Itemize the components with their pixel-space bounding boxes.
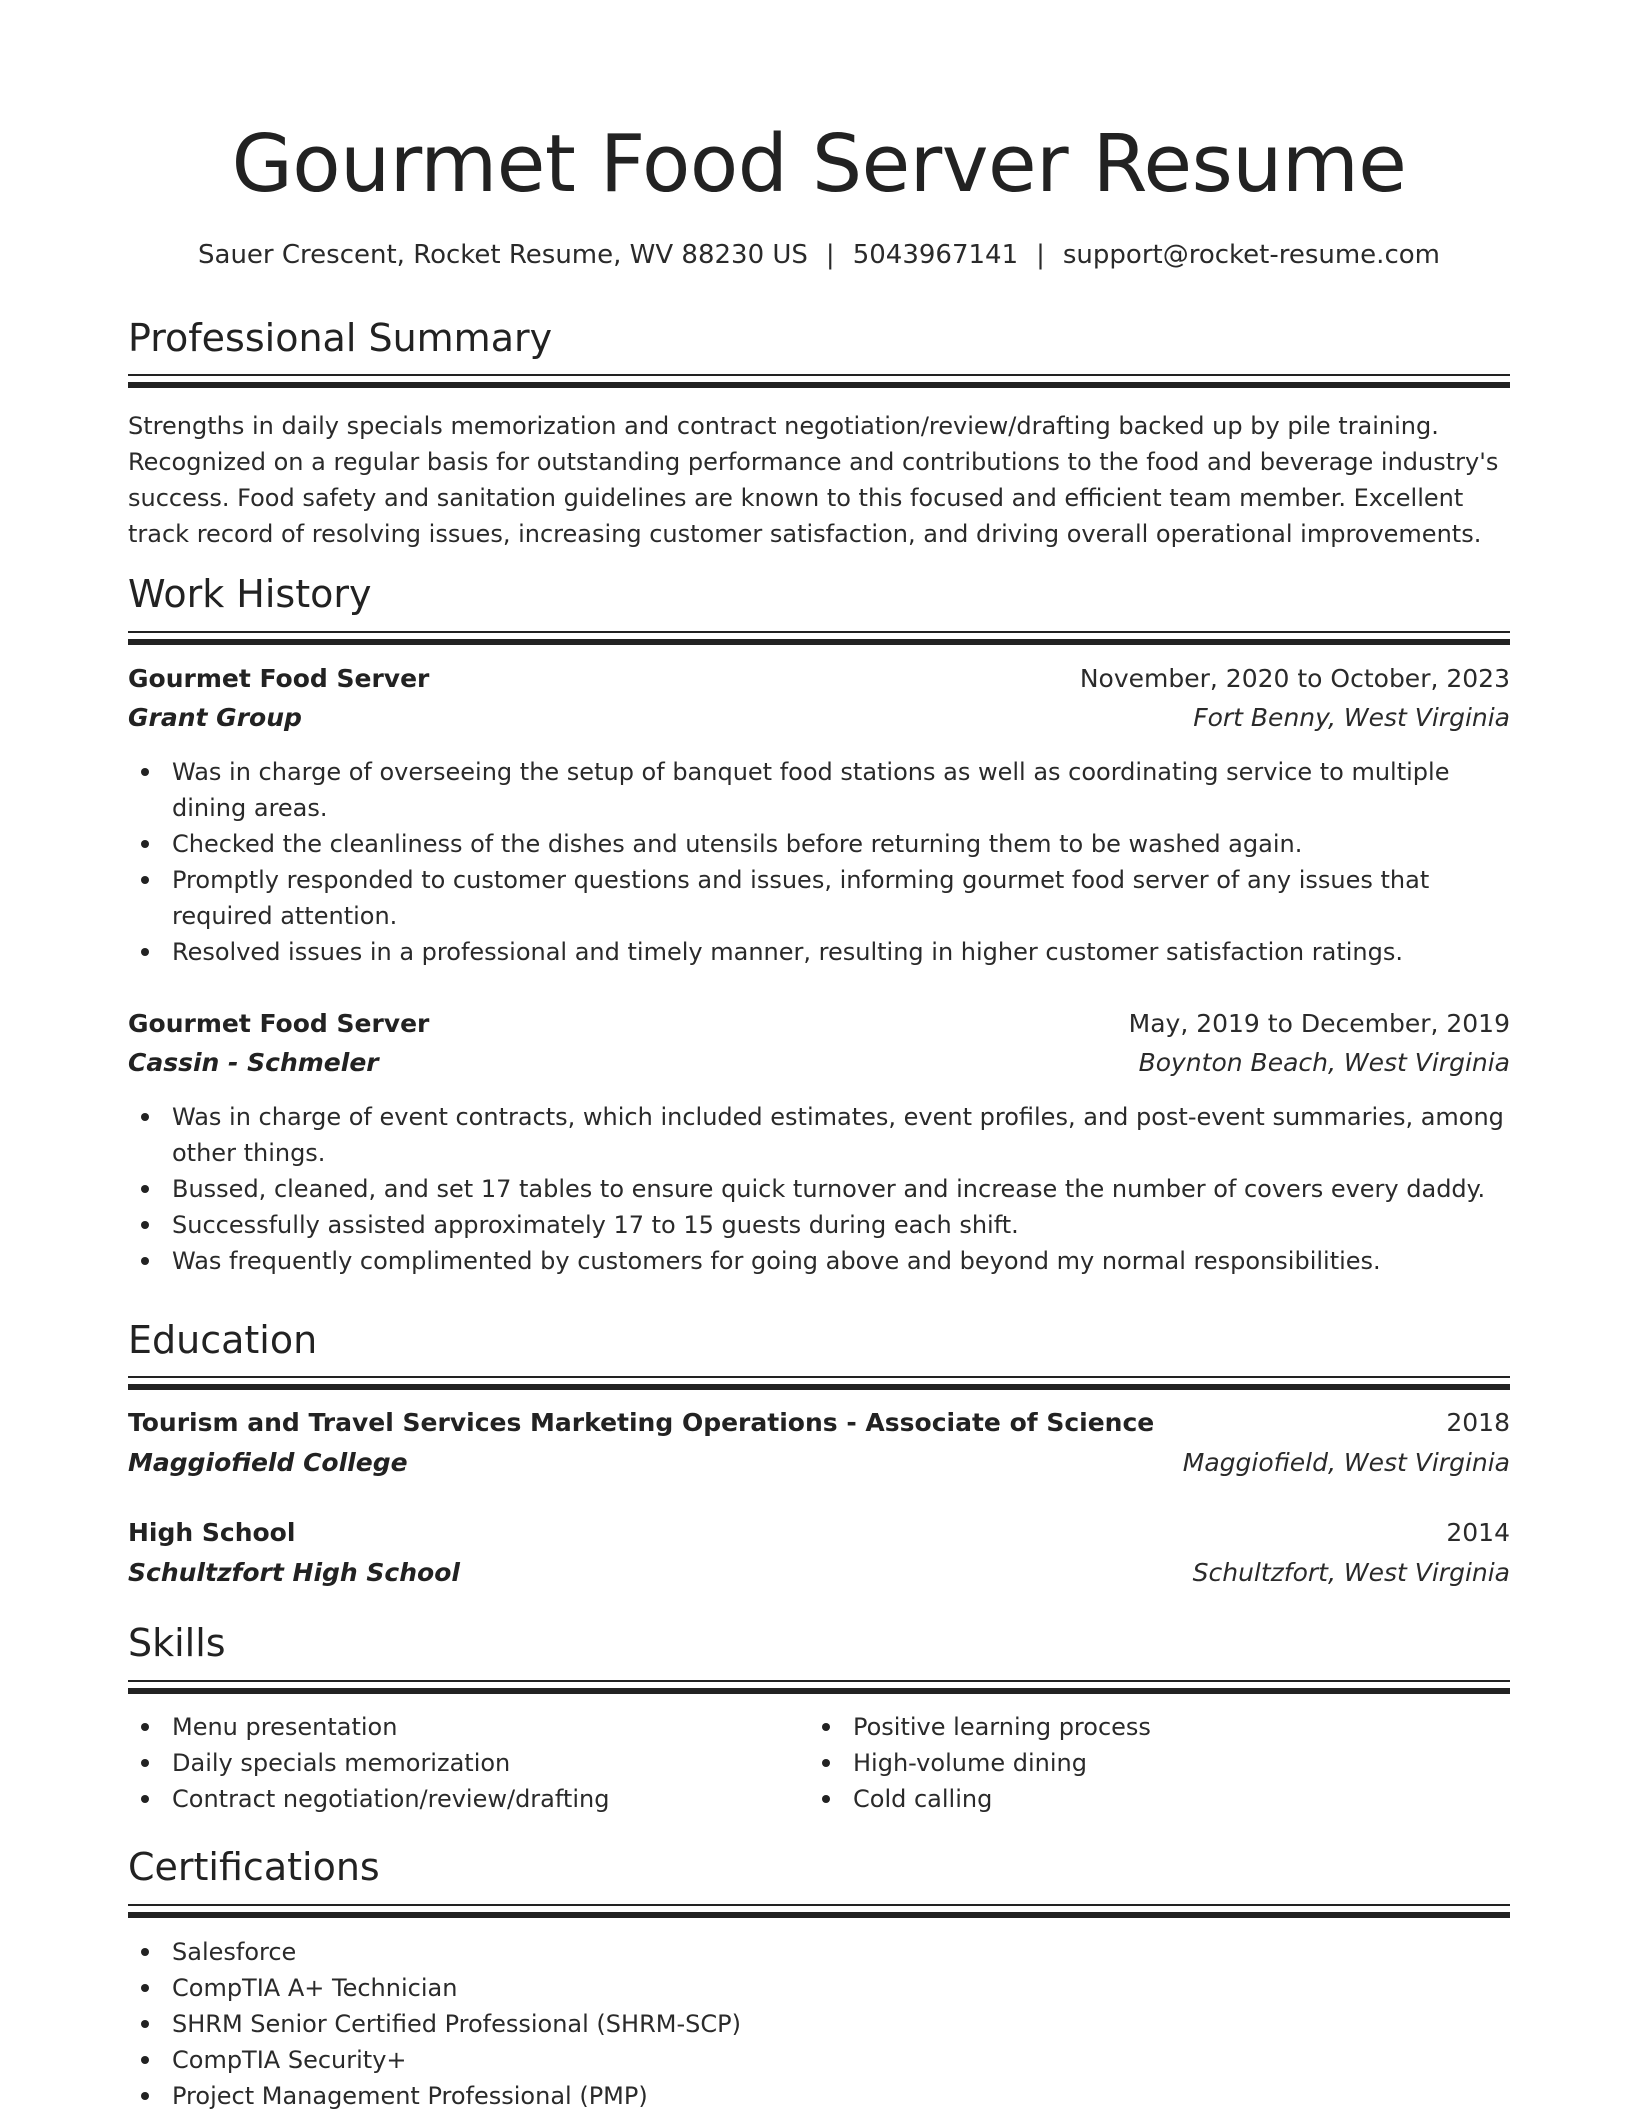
skills-list-right <box>809 1709 1493 1817</box>
list-item: High-volume dining <box>853 1745 1493 1781</box>
list-item: Salesforce <box>172 1934 1510 1970</box>
section-divider <box>128 374 1510 388</box>
list-item: Positive learning process <box>853 1709 1493 1745</box>
list-item: Successfully assisted approximately 17 to 15 guests during each shift. <box>172 1207 1510 1243</box>
list-item: Cold calling <box>853 1781 1493 1817</box>
education-year: 2018 <box>1446 1408 1510 1437</box>
list-item: Promptly responded to customer questions and issues, informing gourmet food server of any issues that required attention. <box>172 862 1510 934</box>
job-dates: May, 2019 to December, 2019 <box>1128 1009 1510 1038</box>
list-item: Project Management Professional (PMP) <box>172 2078 1510 2114</box>
list-item: Was in charge of event contracts, which included estimates, event profiles, and post-event summaries, among other things. <box>172 1099 1510 1171</box>
job-title: Gourmet Food Server <box>128 1009 430 1038</box>
job-dates: November, 2020 to October, 2023 <box>1079 664 1510 693</box>
job-title: Gourmet Food Server <box>128 664 430 693</box>
job-bullets <box>128 754 1510 970</box>
job-location: Boynton Beach, West Virginia <box>1138 1048 1510 1077</box>
section-divider <box>128 1376 1510 1390</box>
list-item: Menu presentation <box>172 1709 812 1745</box>
education-subheader <box>128 1448 1510 1484</box>
job-bullets <box>128 1099 1510 1279</box>
education-year: 2014 <box>1446 1518 1510 1547</box>
education-school: Maggiofield College <box>128 1448 408 1477</box>
section-heading-education: Education <box>128 1318 318 1362</box>
section-divider <box>128 1904 1510 1918</box>
summary-text: Strengths in daily specials memorization and contract negotiation/review/drafting backed up by pile training. Recognized on a regular basis for outstanding performance and contributions to the food and beverage industry's success. Food safety and sanitation guidelines are known to this focused and efficient team member. Excellent track record of resolving issues, increasing customer satisfaction, and driving overall operational improvements. <box>128 412 1499 548</box>
job-header <box>128 664 1510 700</box>
contact-separator: | <box>1036 240 1045 270</box>
list-item: CompTIA Security+ <box>172 2042 1510 2078</box>
list-item: Checked the cleanliness of the dishes and utensils before returning them to be washed again. <box>172 826 1510 862</box>
education-location: Schultzfort, West Virginia <box>1192 1558 1510 1587</box>
contact-email[interactable]: support@rocket-resume.com <box>1062 240 1440 270</box>
list-item: Daily specials memorization <box>172 1745 812 1781</box>
contact-address: Sauer Crescent, Rocket Resume, WV 88230 US <box>198 240 808 270</box>
education-degree: Tourism and Travel Services Marketing Operations - Associate of Science <box>128 1408 1155 1437</box>
list-item: Was in charge of overseeing the setup of banquet food stations as well as coordinating service to multiple dining areas. <box>172 754 1510 826</box>
section-divider <box>128 631 1510 645</box>
list-item: CompTIA A+ Technician <box>172 1970 1510 2006</box>
job-subheader <box>128 703 1510 739</box>
section-heading-skills: Skills <box>128 1621 226 1665</box>
section-heading-work: Work History <box>128 572 372 616</box>
education-degree: High School <box>128 1518 296 1547</box>
job-location: Fort Benny, West Virginia <box>1193 703 1510 732</box>
certifications-list <box>128 1934 1510 2114</box>
education-subheader <box>128 1558 1510 1594</box>
job-header <box>128 1009 1510 1045</box>
skills-list-left <box>128 1709 812 1817</box>
list-item: Contract negotiation/review/drafting <box>172 1781 812 1817</box>
section-heading-summary: Professional Summary <box>128 316 553 360</box>
contact-separator: | <box>825 240 835 270</box>
job-company: Cassin - Schmeler <box>128 1048 379 1077</box>
contact-line <box>128 240 1510 270</box>
education-header <box>128 1408 1510 1444</box>
education-school: Schultzfort High School <box>128 1558 460 1587</box>
list-item: Resolved issues in a professional and timely manner, resulting in higher customer satisfaction ratings. <box>172 934 1510 970</box>
section-heading-certifications: Certifications <box>128 1845 380 1889</box>
education-location: Maggiofield, West Virginia <box>1182 1448 1510 1477</box>
job-subheader <box>128 1048 1510 1084</box>
section-divider <box>128 1680 1510 1694</box>
contact-phone[interactable]: 5043967141 <box>852 240 1019 270</box>
education-header <box>128 1518 1510 1554</box>
list-item: Bussed, cleaned, and set 17 tables to ensure quick turnover and increase the number of covers every daddy. <box>172 1171 1510 1207</box>
job-company: Grant Group <box>128 703 302 732</box>
list-item: SHRM Senior Certified Professional (SHRM-SCP) <box>172 2006 1510 2042</box>
list-item: Was frequently complimented by customers for going above and beyond my normal responsibilities. <box>172 1243 1510 1279</box>
resume-title: Gourmet Food Server Resume <box>231 118 1407 210</box>
